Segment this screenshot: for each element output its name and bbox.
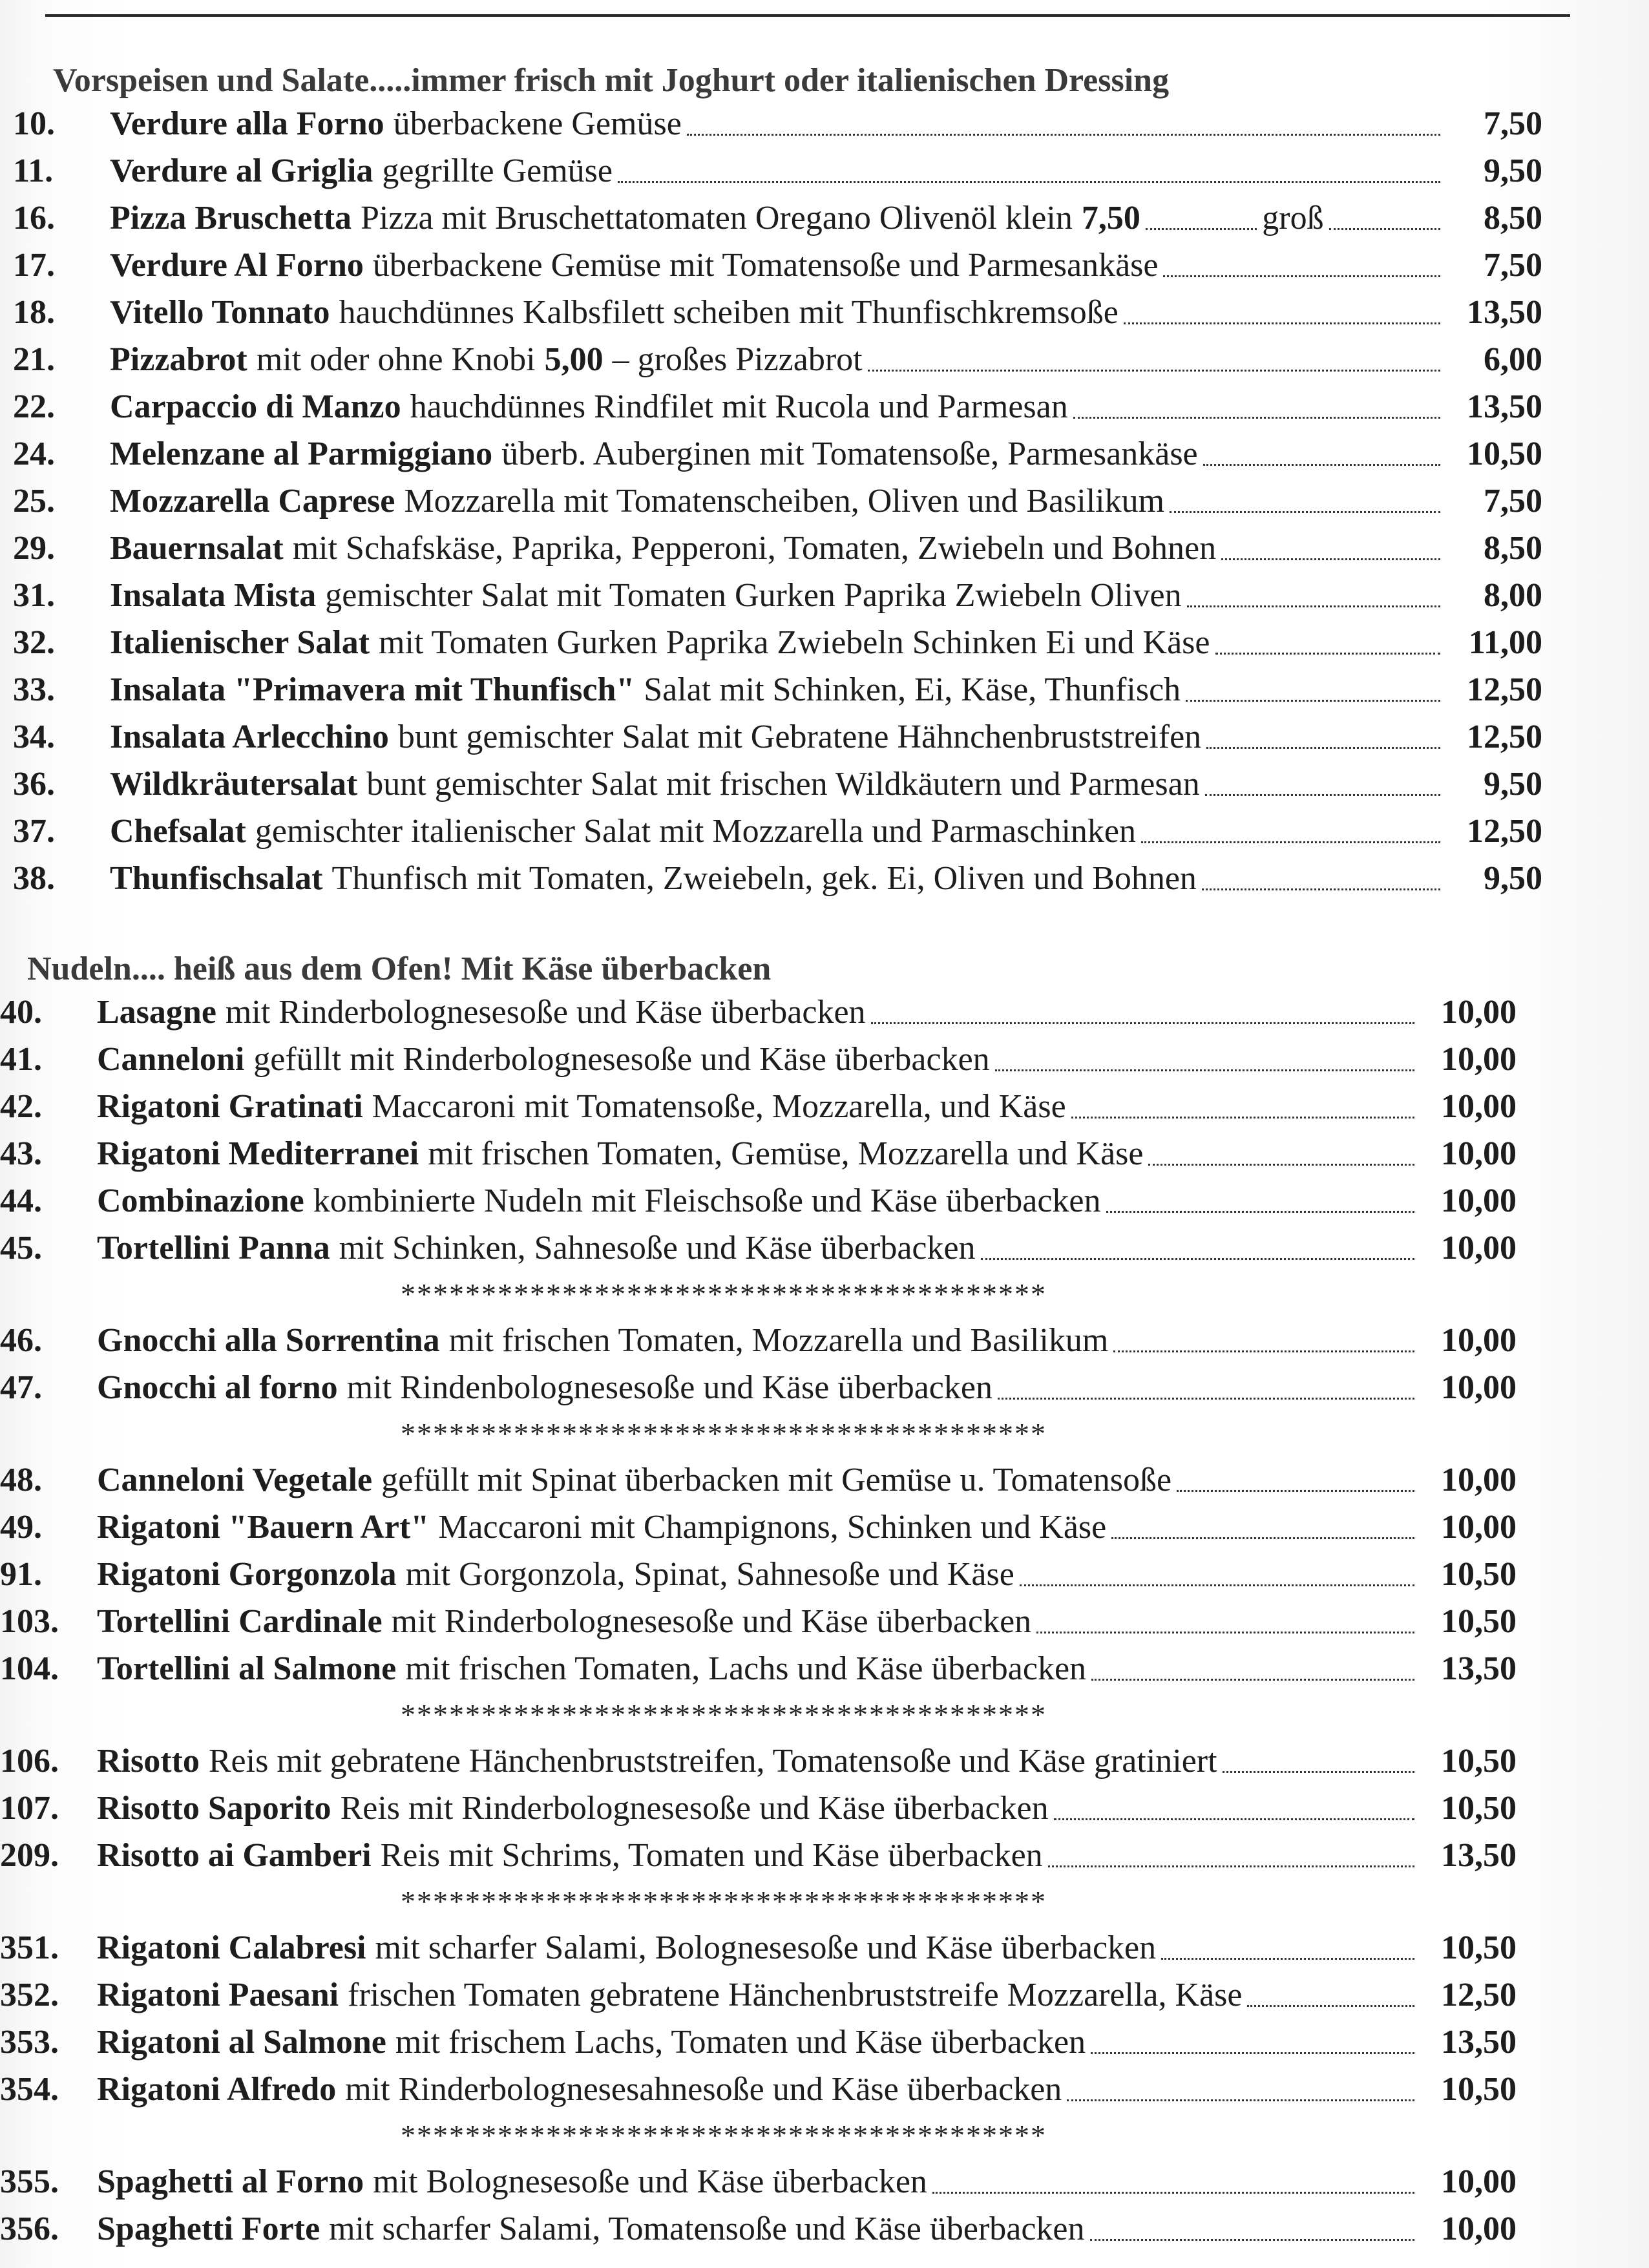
dot-leader — [1202, 888, 1440, 890]
item-name: Rigatoni Alfredo — [97, 2071, 337, 2108]
item-number: 32. — [13, 624, 55, 661]
item-name: Combinazione — [97, 1182, 304, 1219]
item-name: Canneloni — [97, 1041, 245, 1078]
item-description: hauchdünnes Kalbsfilett scheiben mit Thunfischkremsoße — [339, 294, 1119, 331]
item-number: 354. — [0, 2071, 59, 2108]
item-name: Gnocchi alla Sorrentina — [97, 1322, 440, 1359]
item-number: 29. — [13, 530, 55, 567]
item-number: 11. — [13, 152, 54, 189]
item-description: mit Rinderbolognesesoße und Käse überbacken — [391, 1603, 1032, 1640]
item-description: gemischter italienischer Salat mit Mozzarella und Parmaschinken — [255, 813, 1136, 850]
item-number: 48. — [0, 1462, 42, 1498]
item-price: 7,50 — [1484, 483, 1542, 520]
starters-section — [0, 61, 1649, 902]
item-price: 8,50 — [1484, 530, 1542, 567]
item-description: Reis mit gebratene Hänchenbruststreifen, Tomatensoße und Käse gratiniert — [208, 1743, 1217, 1780]
item-number: 353. — [0, 2024, 59, 2061]
item-description: bunt gemischter Salat mit frischen Wildkäutern und Parmesan — [366, 766, 1200, 803]
item-number: 209. — [0, 1837, 59, 1874]
dot-leader — [995, 1069, 1414, 1071]
item-name: Rigatoni "Bauern Art" — [97, 1509, 430, 1546]
separator-stars: **************************************** — [401, 1698, 1047, 1731]
item-name: Spaghetti Forte — [97, 2210, 320, 2247]
dot-leader — [1073, 417, 1440, 419]
dot-leader — [1203, 464, 1440, 466]
item-number: 10. — [13, 105, 55, 142]
item-price: 10,00 — [1441, 1088, 1517, 1125]
item-name: Rigatoni Calabresi — [97, 1929, 366, 1966]
item-name: Thunfischsalat — [110, 860, 323, 897]
item-price: 7,50 — [1484, 105, 1542, 142]
menu-item — [0, 1785, 1649, 1832]
item-number: 40. — [0, 994, 42, 1031]
item-number: 355. — [0, 2163, 59, 2200]
item-name: Tortellini Cardinale — [97, 1603, 383, 1640]
item-description: Salat mit Schinken, Ei, Käse, Thunfisch — [644, 671, 1181, 708]
separator-stars: **************************************** — [401, 2119, 1047, 2152]
menu-item — [0, 1832, 1649, 1879]
item-name: Chefsalat — [110, 813, 246, 850]
item-description: mit Bolognesesoße und Käse überbacken — [373, 2163, 927, 2200]
dot-leader — [1186, 700, 1440, 702]
item-price: 10,00 — [1441, 1462, 1517, 1498]
item-number: 21. — [13, 341, 55, 378]
pasta-section — [0, 950, 1649, 2252]
starters-heading: Vorspeisen und Salate.....immer frisch mit Joghurt oder italienischen Dressing — [53, 62, 1170, 99]
item-price: 10,00 — [1441, 1369, 1517, 1406]
item-description: mit Rinderbolognesesoße und Käse überbacken — [225, 994, 866, 1031]
item-description: mit Rinderbolognesesahnesoße und Käse überbacken — [345, 2071, 1062, 2108]
item-price: 9,50 — [1484, 152, 1542, 189]
menu-item — [0, 1504, 1649, 1551]
item-description: gefüllt mit Spinat überbacken mit Gemüse u. Tomatensoße — [381, 1462, 1172, 1498]
item-price: 13,50 — [1467, 294, 1542, 331]
menu-item — [0, 2158, 1649, 2205]
item-name: Pizzabrot — [110, 341, 247, 378]
menu-item — [0, 1645, 1649, 1692]
item-description: überbackene Gemüse mit Tomatensoße und Parmesankäse — [372, 247, 1159, 284]
dot-leader — [1091, 2052, 1414, 2054]
item-description: bunt gemischter Salat mit Gebratene Hähnchenbruststreifen — [397, 719, 1202, 755]
item-number: 16. — [13, 200, 55, 236]
menu-item — [0, 1598, 1649, 1645]
menu-item — [0, 2019, 1649, 2066]
item-price: 10,50 — [1441, 1556, 1517, 1593]
menu-item — [0, 666, 1649, 713]
item-number: 37. — [13, 813, 55, 850]
menu-item — [0, 478, 1649, 525]
menu-item — [0, 808, 1649, 855]
menu-item — [0, 855, 1649, 902]
item-description: mit scharfer Salami, Bolognesesoße und Käse überbacken — [375, 1929, 1157, 1966]
pasta-heading: Nudeln.... heiß aus dem Ofen! Mit Käse überbacken — [27, 950, 772, 987]
item-name: Verdure Al Forno — [110, 247, 364, 284]
dot-leader — [1206, 747, 1440, 749]
item-number: 352. — [0, 1977, 59, 2013]
item-name: Canneloni Vegetale — [97, 1462, 373, 1498]
dot-leader — [1221, 558, 1440, 560]
item-name: Carpaccio di Manzo — [110, 388, 401, 425]
starters-list — [0, 100, 1649, 902]
menu-item — [0, 1364, 1649, 1411]
item-description: Reis mit Schrims, Tomaten und Käse überbacken — [380, 1837, 1043, 1874]
menu-item — [0, 713, 1649, 761]
item-size-label: groß — [1262, 200, 1324, 236]
item-price: 12,50 — [1467, 671, 1542, 708]
dot-leader — [1113, 1350, 1414, 1352]
dot-leader — [1247, 2005, 1414, 2007]
dot-leader — [1141, 841, 1440, 843]
item-price: 10,50 — [1441, 1790, 1517, 1827]
item-name: Insalata "Primavera mit Thunfisch" — [110, 671, 635, 708]
item-number: 91. — [0, 1556, 42, 1593]
dot-leader — [1170, 511, 1440, 513]
item-number: 31. — [13, 577, 55, 614]
item-number: 104. — [0, 1650, 59, 1687]
item-price: 10,50 — [1441, 2071, 1517, 2108]
item-number: 24. — [13, 436, 55, 472]
dot-leader — [1111, 1537, 1414, 1539]
dot-leader — [1146, 228, 1257, 230]
item-number: 22. — [13, 388, 55, 425]
item-name: Risotto ai Gamberi — [97, 1837, 372, 1874]
menu-item — [0, 1924, 1649, 1971]
item-name: Italienischer Salat — [110, 624, 370, 661]
item-number: 44. — [0, 1182, 42, 1219]
menu-item — [0, 383, 1649, 430]
menu-item — [0, 1130, 1649, 1177]
item-price: 10,50 — [1441, 1929, 1517, 1966]
item-number: 106. — [0, 1743, 59, 1780]
item-number: 17. — [13, 247, 55, 284]
item-name: Tortellini Panna — [97, 1230, 330, 1266]
item-price: 10,00 — [1441, 1322, 1517, 1359]
item-description: mit frischen Tomaten, Lachs und Käse überbacken — [405, 1650, 1087, 1687]
item-price: 8,50 — [1484, 200, 1542, 236]
item-description: Thunfisch mit Tomaten, Zweiebeln, gek. Ei, Oliven und Bohnen — [331, 860, 1197, 897]
item-description: gefüllt mit Rinderbolognesesoße und Käse überbacken — [253, 1041, 990, 1078]
item-price: 10,50 — [1441, 1743, 1517, 1780]
item-name: Verdure alla Forno — [110, 105, 384, 142]
dot-leader — [1124, 322, 1440, 324]
menu-item — [0, 1177, 1649, 1224]
item-name: Verdure al Griglia — [110, 152, 373, 189]
dot-leader — [1163, 275, 1440, 277]
dot-leader — [1048, 1865, 1414, 1867]
item-name: Rigatoni Gratinati — [97, 1088, 363, 1125]
menu-item — [0, 2066, 1649, 2113]
item-name: Rigatoni Mediterranei — [97, 1135, 419, 1172]
page-top-edge — [45, 14, 1570, 17]
item-name: Wildkräutersalat — [110, 766, 358, 803]
item-price: 10,00 — [1441, 1182, 1517, 1219]
dot-leader — [1329, 228, 1440, 230]
menu-item — [0, 1738, 1649, 1785]
dot-leader — [1177, 1490, 1414, 1492]
menu-item — [0, 1456, 1649, 1504]
item-price: 10,00 — [1441, 1135, 1517, 1172]
item-description: überb. Auberginen mit Tomatensoße, Parmesankäse — [501, 436, 1198, 472]
item-name: Melenzane al Parmiggiano — [110, 436, 493, 472]
menu-item — [0, 1083, 1649, 1130]
item-description: mit frischen Tomaten, Gemüse, Mozzarella und Käse — [428, 1135, 1144, 1172]
menu-item — [0, 2205, 1649, 2252]
menu-item — [0, 619, 1649, 666]
item-name: Tortellini al Salmone — [97, 1650, 397, 1687]
menu-item — [0, 761, 1649, 808]
item-price: 10,50 — [1441, 1603, 1517, 1640]
dot-leader — [1071, 1117, 1414, 1118]
item-description: hauchdünnes Rindfilet mit Rucola und Parmesan — [410, 388, 1068, 425]
item-price: 10,50 — [1467, 436, 1542, 472]
separator-stars: **************************************** — [401, 1277, 1047, 1310]
item-name: Risotto Saporito — [97, 1790, 331, 1827]
item-number: 34. — [13, 719, 55, 755]
dot-leader — [1091, 1679, 1414, 1681]
dot-leader — [1036, 1632, 1414, 1633]
menu-item — [0, 1551, 1649, 1598]
item-price: 11,00 — [1468, 624, 1542, 661]
menu-item — [0, 989, 1649, 1036]
dot-leader — [1054, 1818, 1414, 1820]
item-description: mit Rindenbolognesesoße und Käse überbacken — [346, 1369, 993, 1406]
item-number: 47. — [0, 1369, 42, 1406]
item-number: 38. — [13, 860, 55, 897]
item-price: 9,50 — [1484, 860, 1542, 897]
item-description: mit Tomaten Gurken Paprika Zwiebeln Schinken Ei und Käse — [379, 624, 1210, 661]
menu-item — [0, 525, 1649, 572]
item-price: 9,50 — [1484, 766, 1542, 803]
item-description: Maccaroni mit Champignons, Schinken und Käse — [438, 1509, 1107, 1546]
item-description: frischen Tomaten gebratene Hänchenbruststreife Mozzarella, Käse — [348, 1977, 1243, 2013]
dot-leader — [1090, 2239, 1414, 2241]
item-description: Reis mit Rinderbolognesesoße und Käse überbacken — [340, 1790, 1049, 1827]
item-number: 356. — [0, 2210, 59, 2247]
menu-item — [0, 336, 1649, 383]
menu-item — [0, 100, 1649, 147]
item-price: 10,00 — [1441, 2163, 1517, 2200]
item-description: mit frischem Lachs, Tomaten und Käse überbacken — [395, 2024, 1086, 2061]
item-name: Gnocchi al forno — [97, 1369, 338, 1406]
item-number: 18. — [13, 294, 55, 331]
item-description: mit frischen Tomaten, Mozzarella und Basilikum — [448, 1322, 1109, 1359]
item-price: 12,50 — [1467, 813, 1542, 850]
item-price: 13,50 — [1441, 1837, 1517, 1874]
item-price: 10,00 — [1441, 994, 1517, 1031]
dot-leader — [1223, 1771, 1414, 1773]
item-name: Rigatoni Gorgonzola — [97, 1556, 397, 1593]
item-description: kombinierte Nudeln mit Fleischsoße und Käse überbacken — [313, 1182, 1101, 1219]
item-name: Lasagne — [97, 994, 216, 1031]
item-price: 13,50 — [1441, 2024, 1517, 2061]
item-name: Insalata Mista — [110, 577, 317, 614]
item-number: 351. — [0, 1929, 59, 1966]
item-name: Rigatoni al Salmone — [97, 2024, 386, 2061]
dot-leader — [868, 370, 1440, 372]
dot-leader — [1215, 653, 1441, 655]
dot-leader — [932, 2192, 1414, 2194]
item-description: mit oder ohne Knobi — [256, 341, 536, 378]
dot-leader — [687, 134, 1440, 136]
item-number: 25. — [13, 483, 55, 520]
item-description: mit Schinken, Sahnesoße und Käse überbacken — [339, 1230, 976, 1266]
item-name: Mozzarella Caprese — [110, 483, 395, 520]
dot-leader — [618, 181, 1440, 183]
menu-item — [0, 194, 1649, 242]
item-number: 41. — [0, 1041, 42, 1078]
item-name: Rigatoni Paesani — [97, 1977, 339, 2013]
item-price: 10,00 — [1441, 1041, 1517, 1078]
dot-leader — [1187, 605, 1440, 607]
dot-leader — [1067, 2099, 1414, 2101]
item-price: 6,00 — [1484, 341, 1542, 378]
item-price: 8,00 — [1484, 577, 1542, 614]
item-description: mit Gorgonzola, Spinat, Sahnesoße und Käse — [405, 1556, 1014, 1593]
menu-item — [0, 147, 1649, 194]
dot-leader — [981, 1258, 1414, 1260]
item-price: 13,50 — [1467, 388, 1542, 425]
item-number: 42. — [0, 1088, 42, 1125]
menu-item — [0, 1224, 1649, 1272]
item-number: 33. — [13, 671, 55, 708]
item-description: gegrillte Gemüse — [382, 152, 613, 189]
menu-item — [0, 242, 1649, 289]
menu-item — [0, 572, 1649, 619]
item-name: Risotto — [97, 1743, 200, 1780]
item-name: Bauernsalat — [110, 530, 284, 567]
item-name: Vitello Tonnato — [110, 294, 330, 331]
menu-item — [0, 1036, 1649, 1083]
separator-stars: **************************************** — [401, 1417, 1047, 1450]
item-price: 13,50 — [1441, 1650, 1517, 1687]
item-name: Pizza Bruschetta — [110, 200, 352, 236]
menu-item — [0, 430, 1649, 478]
menu-item — [0, 289, 1649, 336]
dot-leader — [998, 1398, 1414, 1400]
item-small-price: 5,00 — [544, 341, 604, 378]
item-description: mit Schafskäse, Paprika, Pepperoni, Tomaten, Zwiebeln und Bohnen — [292, 530, 1217, 567]
item-number: 43. — [0, 1135, 42, 1172]
item-price: 10,00 — [1441, 2210, 1517, 2247]
item-description: überbackene Gemüse — [393, 105, 682, 142]
item-small-price: 7,50 — [1081, 200, 1140, 236]
item-name: Spaghetti al Forno — [97, 2163, 364, 2200]
item-number: 107. — [0, 1790, 59, 1827]
item-price: 12,50 — [1441, 1977, 1517, 2013]
item-number: 103. — [0, 1603, 59, 1640]
item-description: Pizza mit Bruschettatomaten Oregano Olivenöl klein — [361, 200, 1073, 236]
item-description: Mozzarella mit Tomatenscheiben, Oliven und Basilikum — [404, 483, 1165, 520]
item-price: 12,50 — [1467, 719, 1542, 755]
item-number: 46. — [0, 1322, 42, 1359]
item-extra-text: – großes Pizzabrot — [612, 341, 863, 378]
menu-item — [0, 1971, 1649, 2019]
pasta-list — [0, 989, 1649, 2252]
item-description: gemischter Salat mit Tomaten Gurken Paprika Zwiebeln Oliven — [325, 577, 1182, 614]
item-price: 10,00 — [1441, 1509, 1517, 1546]
item-number: 36. — [13, 766, 55, 803]
dot-leader — [1148, 1164, 1414, 1166]
dot-leader — [1161, 1958, 1414, 1960]
dot-leader — [1205, 794, 1440, 796]
item-name: Insalata Arlecchino — [110, 719, 389, 755]
item-price: 10,00 — [1441, 1230, 1517, 1266]
separator-stars: **************************************** — [401, 1885, 1047, 1918]
item-price: 7,50 — [1484, 247, 1542, 284]
item-description: Maccaroni mit Tomatensoße, Mozzarella, und Käse — [372, 1088, 1066, 1125]
dot-leader — [1020, 1584, 1414, 1586]
item-number: 49. — [0, 1509, 42, 1546]
item-number: 45. — [0, 1230, 42, 1266]
item-description: mit scharfer Salami, Tomatensoße und Käse überbacken — [329, 2210, 1085, 2247]
dot-leader — [1106, 1211, 1415, 1213]
menu-item — [0, 1317, 1649, 1364]
dot-leader — [871, 1022, 1414, 1024]
